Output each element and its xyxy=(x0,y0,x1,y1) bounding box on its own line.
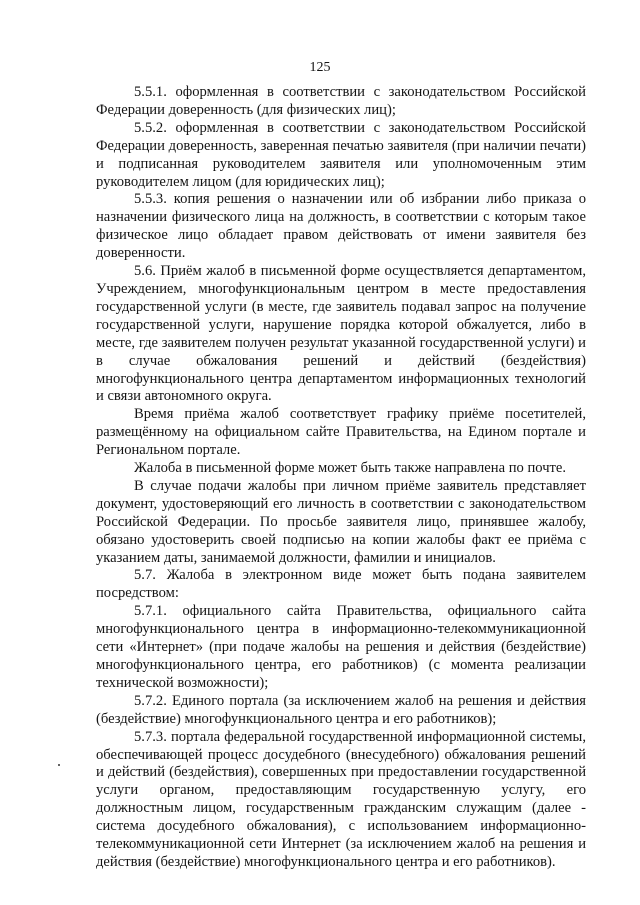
document-body xyxy=(96,84,586,872)
scan-speck xyxy=(58,764,60,766)
paragraph-5-7-3: 5.7.3. портала федеральной государственной информационной системы, обеспечивающей процесс досудебного (внесудебного) обжалования решений и действий (бездействия), совершенных при предоставлении государственной услуги органом, предоставляющим государственную услугу, его должностным лицом, государственным гражданским служащим (далее - система досудебного обжалования), с использованием информационно-телекоммуникационной сети Интернет (за исключением жалоб на решения и действия (бездействие) многофункционального центра и его работников). xyxy=(96,728,586,870)
paragraph-5-7-2: 5.7.2. Единого портала (за исключением жалоб на решения и действия (бездействие) многофункционального центра и его работников); xyxy=(96,692,586,727)
paragraph-personal-reception: В случае подачи жалобы при личном приёме заявитель представляет документ, удостоверяющий его личность в соответствии с законодательством Российской Федерации. По просьбе заявителя лицо, принявшее жалобу, обязано удостоверить своей подписью на копии жалобы факт ее приёма с указанием даты, занимаемой должности, фамилии и инициалов. xyxy=(96,477,586,566)
page-number: 125 xyxy=(309,60,331,75)
paragraph-5-7-1: 5.7.1. официального сайта Правительства, официального сайта многофункционального центра в информационно-телекоммуникационной сети «Интернет» (при подаче жалобы на решения и действия (бездействие) многофункционального центра, его работников) (с момента реализации технической возможности); xyxy=(96,603,586,691)
paragraph-by-mail: Жалоба в письменной форме может быть также направлена по почте. xyxy=(134,460,567,477)
paragraph-5-6: 5.6. Приём жалоб в письменной форме осуществляется департаментом, Учреждением, многофункциональным центром в месте предоставления государственной услуги (в месте, где заявитель подавал запрос на получение государственной услуги, нарушение порядка которой обжалуется, либо в месте, где заявителем получен результат указанной государственной услуги) и в случае обжалования решений и действий (бездействия) многофункционального центра департаментом информационных технологий и связи автономного округа. xyxy=(96,263,586,405)
paragraph-5-5-3: 5.5.3. копия решения о назначении или об избрании либо приказа о назначении физического лица на должность, в соответствии с которым такое физическое лицо обладает правом действовать от имени заявителя без доверенности. xyxy=(96,191,586,262)
paragraph-5-7: 5.7. Жалоба в электронном виде может быть подана заявителем посредством: xyxy=(96,567,586,602)
paragraph-5-5-1: 5.5.1. оформленная в соответствии с законодательством Российской Федерации доверенность (для физических лиц); xyxy=(96,84,586,118)
paragraph-reception-time: Время приёма жалоб соответствует графику приёме посетителей, размещённому на официальном сайте Правительства, на Едином портале и Региональном портале. xyxy=(96,406,586,459)
paragraph-5-5-2: 5.5.2. оформленная в соответствии с законодательством Российской Федерации доверенность, заверенная печатью заявителя (при наличии печати) и подписанная руководителем заявителя или уполномоченным этим руководителем лицом (для юридических лиц); xyxy=(96,119,586,190)
